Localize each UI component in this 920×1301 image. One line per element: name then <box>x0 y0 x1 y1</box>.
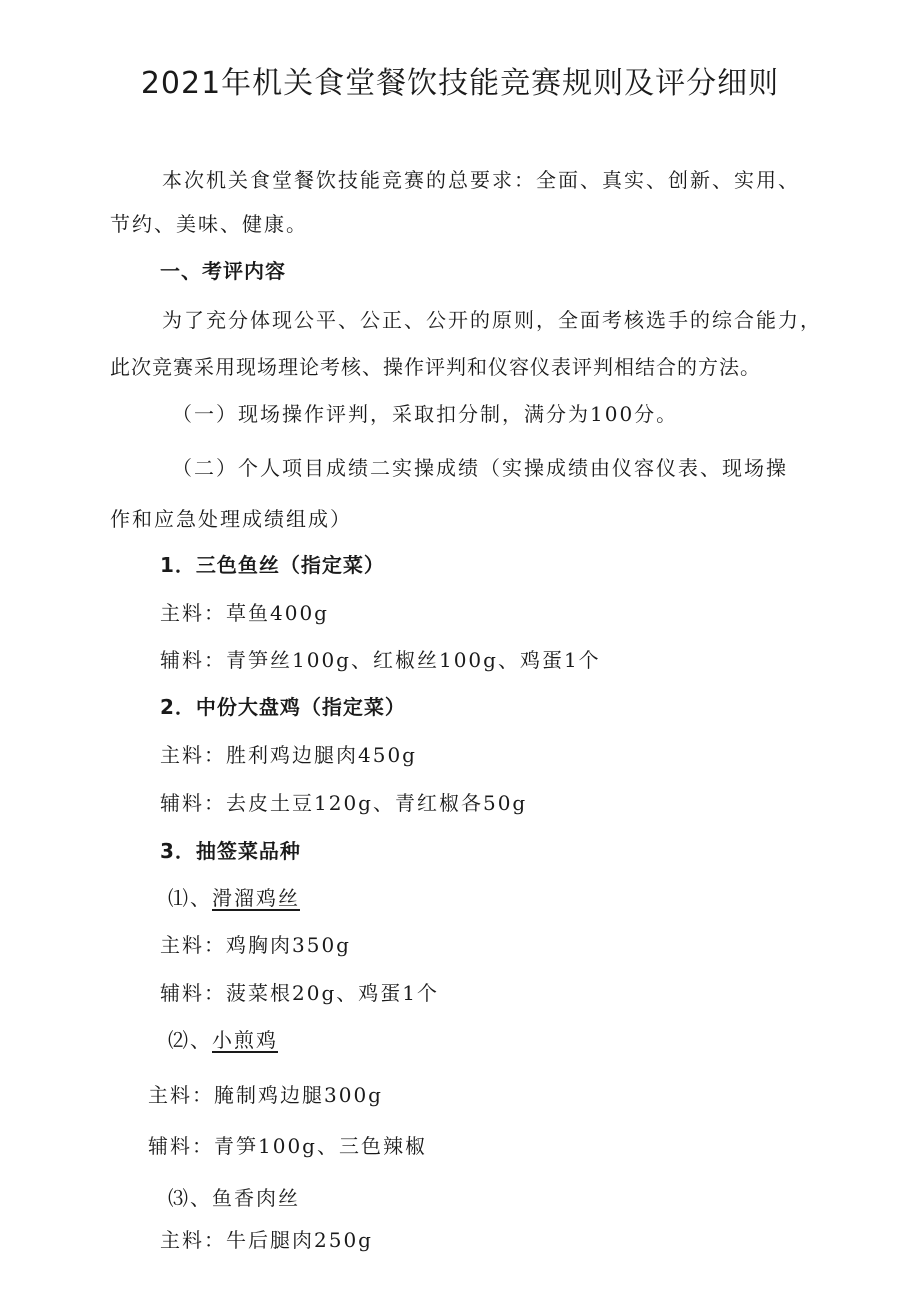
dish-3-heading: 3．抽签菜品种 <box>160 839 301 863</box>
dish-1-main-ingredient: 主料：草鱼400g <box>160 601 329 625</box>
draw-dish-2-name: 小煎鸡 <box>212 1028 278 1052</box>
draw-dish-2 <box>168 1028 278 1052</box>
draw-dish-2-main-ingredient: 主料：腌制鸡边腿300g <box>148 1083 383 1107</box>
dish-2-heading: 2．中份大盘鸡（指定菜） <box>160 695 406 719</box>
section1-paragraph-line-2: 此次竞赛采用现场理论考核、操作评判和仪容仪表评判相结合的方法。 <box>110 355 761 379</box>
draw-dish-1-main-ingredient: 主料：鸡胸肉350g <box>160 933 351 957</box>
section1-paragraph-line-1: 为了充分体现公平、公正、公开的原则，全面考核选手的综合能力， <box>162 308 822 332</box>
dish-2-main-ingredient: 主料：胜利鸡边腿肉450g <box>160 743 417 767</box>
subsection-1: （一）现场操作评判，采取扣分制，满分为100分。 <box>172 402 679 426</box>
page-title: 2021年机关食堂餐饮技能竞赛规则及评分细则 <box>140 66 780 101</box>
draw-dish-1 <box>168 886 300 910</box>
subsection-2-line-2: 作和应急处理成绩组成） <box>110 507 352 531</box>
subsection-2-line-1: （二）个人项目成绩二实操成绩（实操成绩由仪容仪表、现场操 <box>172 456 788 480</box>
dish-1-heading: 1．三色鱼丝（指定菜） <box>160 553 385 577</box>
intro-line-2: 节约、美味、健康。 <box>110 212 308 236</box>
draw-dish-2-number: ⑵、 <box>168 1028 212 1052</box>
draw-dish-3-main-ingredient: 主料：牛后腿肉250g <box>160 1228 373 1252</box>
draw-dish-3 <box>168 1186 300 1210</box>
draw-dish-1-number: ⑴、 <box>168 886 212 910</box>
dish-1-aux-ingredient: 辅料：青笋丝100g、红椒丝100g、鸡蛋1个 <box>160 648 601 672</box>
intro-line-1: 本次机关食堂餐饮技能竞赛的总要求：全面、真实、创新、实用、 <box>162 168 800 192</box>
draw-dish-3-name: 鱼香肉丝 <box>212 1186 300 1210</box>
draw-dish-2-aux-ingredient: 辅料：青笋100g、三色辣椒 <box>148 1134 427 1158</box>
dish-2-aux-ingredient: 辅料：去皮土豆120g、青红椒各50g <box>160 791 528 815</box>
draw-dish-1-name: 滑溜鸡丝 <box>212 886 300 910</box>
section-heading-evaluation: 一、考评内容 <box>160 259 286 283</box>
draw-dish-3-number: ⑶、 <box>168 1186 212 1210</box>
draw-dish-1-aux-ingredient: 辅料：菠菜根20g、鸡蛋1个 <box>160 981 439 1005</box>
